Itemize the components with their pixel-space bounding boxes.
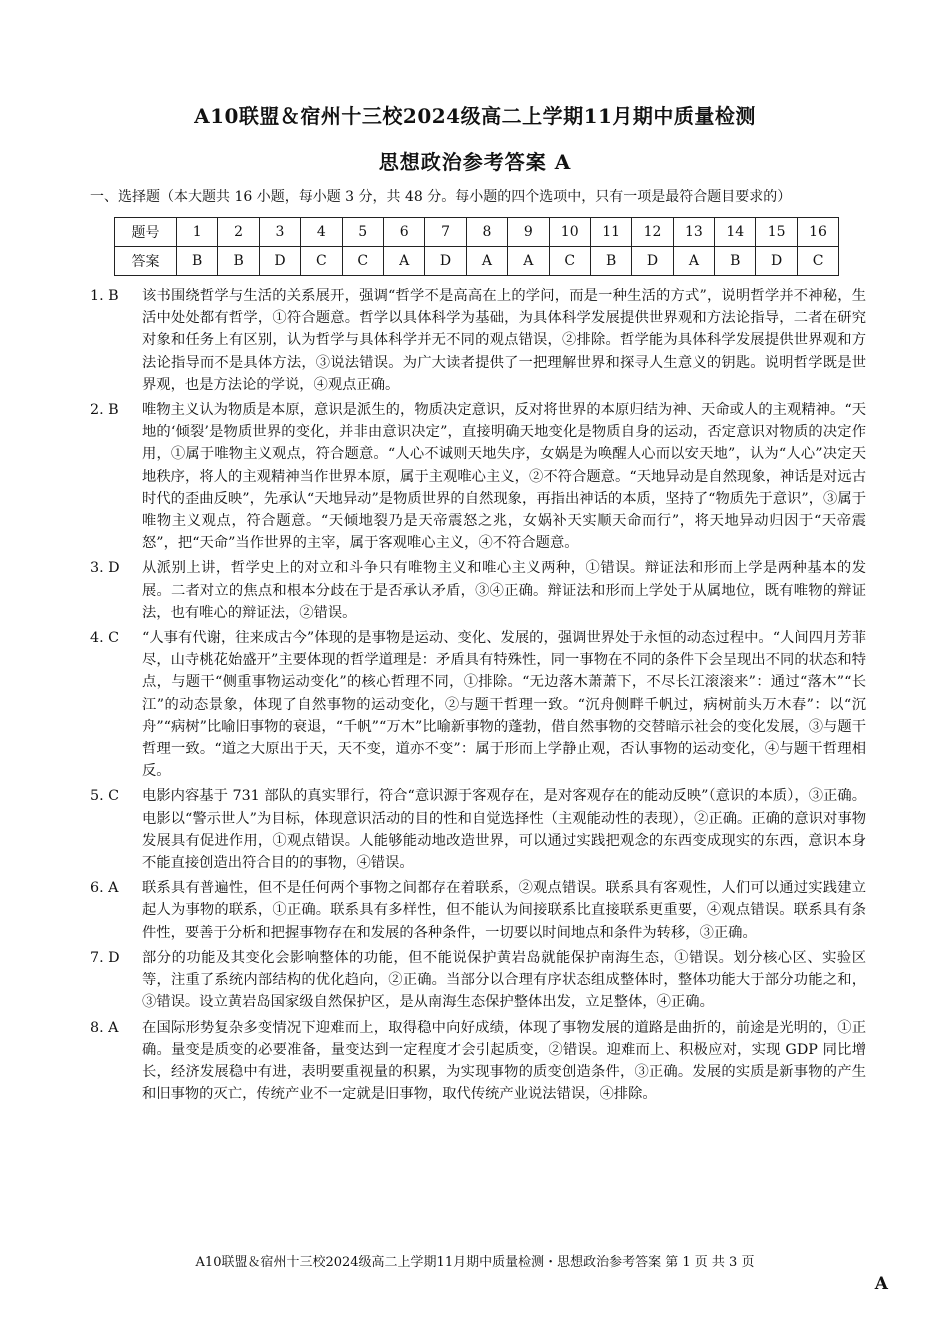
answer-cell: B <box>715 247 756 276</box>
question-number-cell: 10 <box>549 218 590 247</box>
explanation-text: 该书围绕哲学与生活的关系展开，强调“哲学不是高高在上的学问，而是一种生活的方式”，说明哲学并不神秘，生活中处处都有哲学，①符合题意。哲学以具体科学为基础，为具体科学发展提供世界观和方法论指导，二者在研究对象和任务上有区别，认为哲学与具体科学并无不同的观点错误，②排除。哲学能为具体科学发展提供世界观和方法论指导而不是具体方法，③说法错误。为广大读者提供了一把理解世界和探寻人生意义的钥匙。说明哲学既是世界观，也是方法论的学说，④观点正确。 <box>142 288 866 393</box>
answer-cell: D <box>425 247 466 276</box>
explanation-item <box>90 1017 866 1106</box>
question-number-cell: 16 <box>797 218 838 247</box>
answer-cell: A <box>673 247 714 276</box>
answer-cell: A <box>383 247 424 276</box>
answer-cell: B <box>218 247 259 276</box>
page-footer: A10联盟＆宿州十三校2024级高二上学期11月期中质量检测・思想政治参考答案 第 1 页 共 3 页 <box>195 1255 755 1270</box>
answer-cell: B <box>590 247 631 276</box>
explanation-item <box>90 399 866 554</box>
explanation-number: 1. B <box>90 288 119 304</box>
section-heading: 一、选择题（本大题共 16 小题，每小题 3 分，共 48 分。每小题的四个选项中，只有一项是最符合题目要求的） <box>90 189 792 205</box>
answer-cell: C <box>797 247 838 276</box>
answer-cell: D <box>259 247 300 276</box>
question-number-cell: 3 <box>259 218 300 247</box>
explanation-text: 唯物主义认为物质是本原，意识是派生的，物质决定意识，反对将世界的本原归结为神、天命或人的主观精神。“天地的‘倾裂’是物质世界的变化，并非由意识决定”，直接明确天地变化是物质自身的运动，否定意识对物质的决定作用，①属于唯物主义观点，符合题意。“人心不诚则天地失序，女娲是为唤醒人心而以安天地”，认为“人心”决定天地秩序，将人的主观精神当作世界本原，属于主观唯心主义，②不符合题意。“天地异动是自然现象，神话是对远古时代的歪曲反映”，先承认“天地异动”是物质世界的自然现象，再指出神话的本质，坚持了“物质先于意识”，③属于唯物主义观点，符合题意。“天倾地裂乃是天帝震怒之兆，女娲补天实顺天命而行”，将天地异动归因于“天帝震怒”，把“天命”当作世界的主宰，属于客观唯心主义，④不符合题意。 <box>142 402 866 552</box>
explanation-number: 2. B <box>90 402 119 419</box>
question-number-cell: 15 <box>756 218 797 247</box>
question-number-cell: 1 <box>177 218 218 247</box>
question-number-row <box>115 218 839 247</box>
answer-row <box>115 247 839 276</box>
question-number-cell: 11 <box>590 218 631 247</box>
explanation-text: 部分的功能及其变化会影响整体的功能，但不能说保护黄岩岛就能保护南海生态，①错误。划分核心区、实验区等，注重了系统内部结构的优化趋向，②正确。当部分以合理有序状态组成整体时，整体功能大于部分功能之和，③错误。设立黄岩岛国家级自然保护区，是从南海生态保护整体出发，立足整体，④正确。 <box>142 949 866 1011</box>
answer-cell: C <box>549 247 590 276</box>
question-number-cell: 4 <box>301 218 342 247</box>
version-mark: A <box>874 1274 888 1294</box>
answer-cell: C <box>342 247 383 276</box>
question-number-cell: 12 <box>632 218 673 247</box>
explanation-text: “人事有代谢，往来成古今”体现的是事物是运动、变化、发展的，强调世界处于永恒的动态过程中。“人间四月芳菲尽，山寺桃花始盛开”主要体现的哲学道理是：矛盾具有特殊性，同一事物在不同的条件下会呈现出不同的状态和特点，与题干“侧重事物运动变化”的核心哲理不同，①排除。“无边落木萧萧下，不尽长江滚滚来”：通过“落木”“长江”的动态景象，体现了自然事物的运动变化，②与题干哲理一致。“沉舟侧畔千帆过，病树前头万木春”：以“沉舟”“病树”比喻旧事物的衰退，“千帆”“万木”比喻新事物的蓬勃，借自然事物的交替暗示社会的变化发展，③与题干哲理一致。“道之大原出于天，天不变，道亦不变”：属于形而上学静止观，否认事物的运动变化，④与题干哲理相反。 <box>142 630 866 780</box>
question-number-cell: 6 <box>383 218 424 247</box>
explanation-text: 在国际形势复杂多变情况下迎难而上，取得稳中向好成绩，体现了事物发展的道路是曲折的，前途是光明的，①正确。量变是质变的必要准备，量变达到一定程度才会引起质变，②错误。迎难而上、积极应对，实现 GDP 同比增长，经济发展稳中有进，表明要重视量的积累，为实现事物的质变创造条件，③正确。发展的实质是新事物的产生和旧事物的灭亡，传统产业不一定就是旧事物，取代传统产业说法错误，④排除。 <box>142 1019 866 1103</box>
document-subtitle: 思想政治参考答案 A <box>378 150 572 174</box>
explanation-number: 4. C <box>90 630 120 647</box>
explanation-item <box>90 947 866 1014</box>
row-label-question-number: 题号 <box>115 218 177 247</box>
explanation-number: 5. C <box>90 788 120 805</box>
explanation-number: 7. D <box>90 949 120 966</box>
answer-cell: D <box>756 247 797 276</box>
question-number-cell: 2 <box>218 218 259 247</box>
explanation-item <box>90 557 866 624</box>
answer-cell: C <box>301 247 342 276</box>
document-title: A10联盟＆宿州十三校2024级高二上学期11月期中质量检测 <box>194 104 756 128</box>
explanation-number: 8. A <box>90 1019 119 1036</box>
explanation-number: 3. D <box>90 560 120 577</box>
explanation-item <box>90 285 866 396</box>
row-label-answer: 答案 <box>115 247 177 276</box>
question-number-cell: 8 <box>466 218 507 247</box>
question-number-cell: 9 <box>508 218 549 247</box>
answer-cell: B <box>177 247 218 276</box>
question-number-cell: 5 <box>342 218 383 247</box>
question-number-cell: 7 <box>425 218 466 247</box>
explanation-list <box>90 285 866 1108</box>
explanation-number: 6. A <box>90 880 119 897</box>
answer-cell: D <box>632 247 673 276</box>
answer-cell: A <box>466 247 507 276</box>
answer-cell: A <box>508 247 549 276</box>
explanation-item <box>90 785 866 874</box>
explanation-item <box>90 877 866 944</box>
answer-table <box>114 217 839 276</box>
question-number-cell: 14 <box>715 218 756 247</box>
explanation-text: 电影内容基于 731 部队的真实罪行，符合“意识源于客观存在，是对客观存在的能动反映”（意识的本质），③正确。电影以“警示世人”为目标，体现意识活动的目的性和自觉选择性（主观能动性的表现），②正确。正确的意识对事物发展具有促进作用，①观点错误。人能够能动地改造世界，可以通过实践把观念的东西变成现实的东西，意识本身不能直接创造出符合目的的事物，④错误。 <box>142 788 866 872</box>
explanation-item <box>90 627 866 782</box>
question-number-cell: 13 <box>673 218 714 247</box>
explanation-text: 联系具有普遍性，但不是任何两个事物之间都存在着联系，②观点错误。联系具有客观性，人们可以通过实践建立起人为事物的联系，①正确。联系具有多样性，但不能认为间接联系比直接联系更重要，④观点错误。联系具有条件性，要善于分析和把握事物存在和发展的各种条件，一切要以时间地点和条件为转移，③正确。 <box>142 880 866 941</box>
explanation-text: 从派别上讲，哲学史上的对立和斗争只有唯物主义和唯心主义两种，①错误。辩证法和形而上学是两种基本的发展。二者对立的焦点和根本分歧在于是否承认矛盾，③④正确。辩证法和形而上学处于从属地位，既有唯物的辩证法，也有唯心的辩证法，②错误。 <box>142 560 866 621</box>
